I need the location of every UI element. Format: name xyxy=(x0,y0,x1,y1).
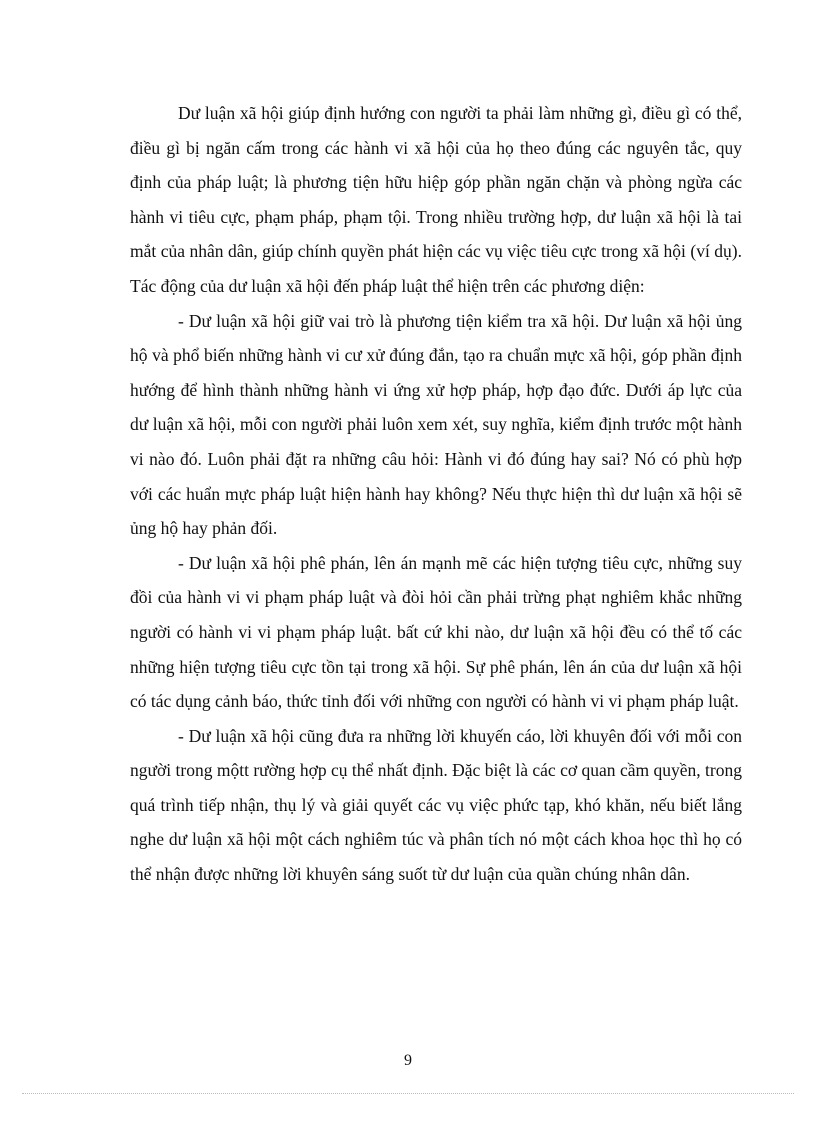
footer-divider xyxy=(22,1093,794,1094)
paragraph-intro: Dư luận xã hội giúp định hướng con người ta phải làm những gì, điều gì có thể, điều gì bị ngăn cấm trong các hành vi xã hội của họ theo đúng các nguyên tắc, quy định của pháp luật; là phương tiện hữu hiệp góp phần ngăn chặn và phòng ngừa các hành vi tiêu cực, phạm pháp, phạm tội. Trong nhiều trường hợp, dư luận xã hội là tai mắt của nhân dân, giúp chính quyền phát hiện các vụ việc tiêu cực trong xã hội (ví dụ). Tác động của dư luận xã hội đến pháp luật thể hiện trên các phương diện: xyxy=(130,103,742,296)
page-number: 9 xyxy=(404,1052,412,1069)
paragraph-advice: - Dư luận xã hội cũng đưa ra những lời khuyến cáo, lời khuyên đối với mỗi con người trong mộtt rường hợp cụ thể nhất định. Đặc biệt là các cơ quan cầm quyền, trong quá trình tiếp nhận, thụ lý và giải quyết các vụ việc phức tạp, khó khăn, nếu biết lắng nghe dư luận xã hội một cách nghiêm túc và phân tích nó một cách khoa học thì họ có thể nhận được những lời khuyên sáng suốt từ dư luận của quần chúng nhân dân. xyxy=(130,725,742,885)
body-text xyxy=(130,96,742,892)
paragraph-criticism: - Dư luận xã hội phê phán, lên án mạnh mẽ các hiện tượng tiêu cực, những suy đồi của hành vi vi phạm pháp luật và đòi hỏi cần phải trừng phạt nghiêm khắc những người có hành vi vi phạm pháp luật. bất cứ khi nào, dư luận xã hội đều có thể tố các những hiện tượng tiêu cực tồn tại trong xã hội. Sự phê phán, lên án của dư luận xã hội có tác dụng cảnh báo, thức tỉnh đối với những con người có hành vi vi phạm pháp luật. xyxy=(130,552,742,712)
paragraph-social-control: - Dư luận xã hội giữ vai trò là phương tiện kiểm tra xã hội. Dư luận xã hội ủng hộ và phổ biến những hành vi cư xử đúng đắn, tạo ra chuẩn mực xã hội, góp phần định hướng để hình thành những hành vi ứng xử hợp pháp, hợp đạo đức. Dưới áp lực của dư luận xã hội, mỗi con người phải luôn xem xét, suy nghĩa, kiểm định trước một hành vi nào đó. Luôn phải đặt ra những câu hỏi: Hành vi đó đúng hay sai? Nó có phù hợp với các huẩn mực pháp luật hiện hành hay không? Nếu thực hiện thì dư luận xã hội sẽ ủng hộ hay phản đối. xyxy=(130,310,742,539)
